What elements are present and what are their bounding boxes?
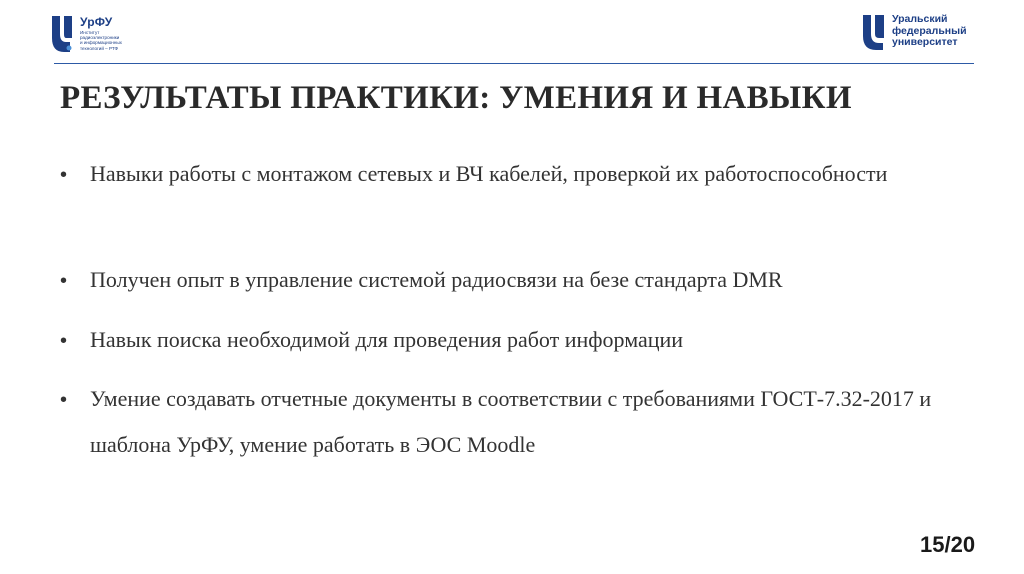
page-number: 15/20 [920, 532, 976, 557]
bullet-marker: • [60, 330, 68, 352]
bullet-marker: • [60, 389, 68, 411]
university-name-line: Уральский [892, 13, 948, 25]
bullet-marker: • [60, 270, 68, 292]
urfu-institute-logo [50, 14, 140, 58]
institute-line: радиоэлектроники [80, 35, 120, 41]
urfu-brand-text: УрФУ [80, 15, 113, 29]
institute-line: Институт [80, 30, 100, 35]
bullet-text: Умение создавать отчетные документы в соответствии с требованиями ГОСТ-7.32-2017 и шаблона УрФУ, умение работать в ЭОС Moodle [90, 386, 932, 457]
header-divider [54, 63, 974, 64]
urfu-university-logo [862, 14, 982, 58]
slide-title: РЕЗУЛЬТАТЫ ПРАКТИКИ: УМЕНИЯ И НАВЫКИ [60, 80, 852, 116]
urfu-u-icon [862, 14, 888, 52]
institute-line: и информационных [80, 40, 122, 46]
bullet-text: Навык поиска необходимой для проведения работ информации [90, 327, 684, 352]
urfu-u-icon [50, 14, 76, 54]
bullet-text: Навыки работы с монтажом сетевых и ВЧ кабелей, проверкой их работоспособности [90, 161, 888, 186]
institute-line: технологий – РТФ [80, 45, 118, 51]
university-name-line: университет [892, 36, 958, 48]
bullet-marker: • [60, 164, 68, 186]
bullet-text: Получен опыт в управление системой радиосвязи на безе стандарта DMR [90, 267, 783, 292]
university-name-line: федеральный [892, 24, 967, 37]
university-name [892, 14, 967, 49]
institute-name [80, 30, 150, 51]
